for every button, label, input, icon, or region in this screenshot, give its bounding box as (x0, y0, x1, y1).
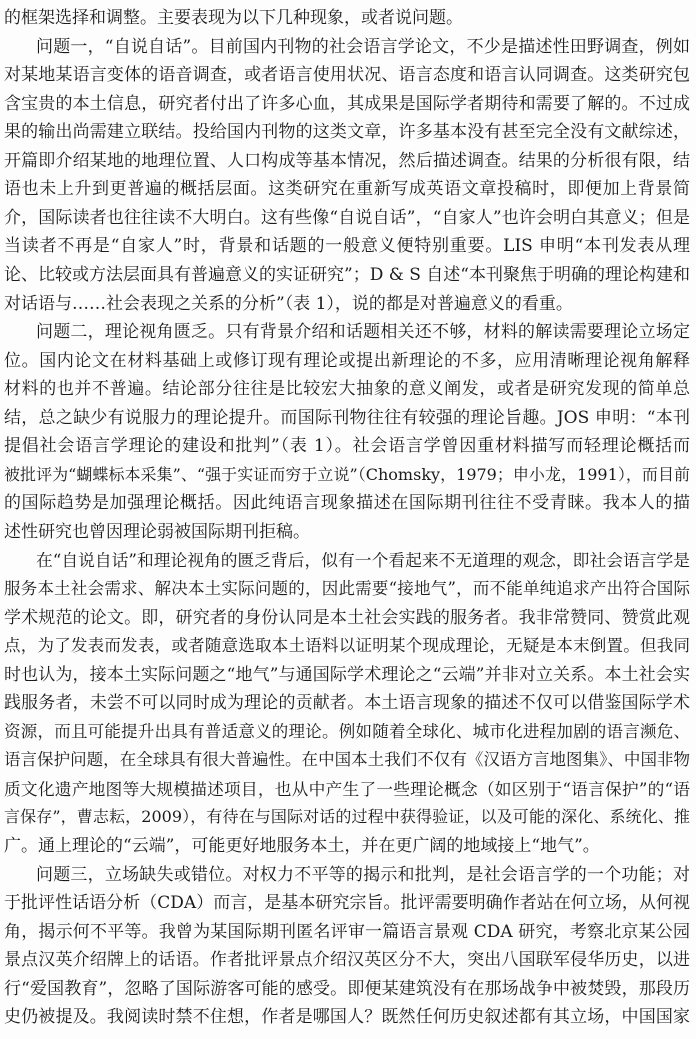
paragraph-first-line: 问题一，“自说自话”。目前国内刊物的社会语言学论文，不少是描述性田野调查，例如 (36, 36, 690, 57)
text-line: 角，揭示何不平等。我曾为某国际期刊匿名评审一篇语言景观 CDA 研究，考察北京某公园 (4, 921, 690, 942)
text-line: 述性研究也曾因理论弱被国际期刊拒稿。 (4, 521, 310, 542)
paragraph-first-line: 问题三，立场缺失或错位。对权力不平等的揭示和批判，是社会语言学的一个功能；对 (36, 864, 690, 885)
text-line: 质文化遗产地图等大规模描述项目，也从中产生了一些理论概念（如区别于“语言保护”的“语 (4, 778, 690, 799)
text-line: 于批评性话语分析（CDA）而言，是基本研究宗旨。批评需要明确作者站在何立场，从何视 (4, 893, 690, 914)
text-line: 点，为了发表而发表，或者随意选取本土语料以证明某个现成理论，无疑是本末倒置。但我同 (4, 636, 690, 656)
text-line: 介，国际读者也往往读不大明白。这有些像“自说自话”，“自家人”也许会明白其意义；但是 (4, 207, 690, 228)
text-line: 被批评为“蝴蝶标本采集”、“强于实证而穷于立说”（Chomsky，1979；申小龙，1991），而目前 (4, 464, 690, 484)
text-line: 言保存”，曹志耘，2009），有待在与国际对话的过程中获得验证，以及可能的深化、系统化、推 (4, 807, 690, 827)
text-line: 对某地某语言变体的语音调查，或者语言使用状况、语言态度和语言认同调查。这类研究包 (4, 65, 690, 86)
text-line: 含宝贵的本土信息，研究者付出了许多心血，其成果是国际学者期待和需要了解的。不过成 (4, 93, 690, 114)
text-line: 当读者不再是“自家人”时，背景和话题的一般意义便特别重要。LIS 申明“本刊发表从理 (4, 236, 690, 257)
text-line: 语言保护问题，在全球具有很大普遍性。在中国本土我们不仅有《汉语方言地图集》、中国非物 (4, 750, 690, 770)
text-line: 语也未上升到更普遍的概括层面。这类研究在重新写成英语文章投稿时，即便加上背景简 (4, 179, 690, 200)
text-line: 材料的也并不普遍。结论部分往往是比较宏大抽象的意义阐发，或者是研究发现的简单总 (4, 379, 690, 400)
text-line: 结，总之缺少有说服力的理论提升。而国际刊物往往有较强的理论旨趣。JOS 申明：“本刊 (4, 407, 690, 428)
text-line: 果的输出尚需建立联结。投给国内刊物的这类文章，许多基本没有甚至完全没有文献综述， (4, 122, 690, 143)
text-line: 服务本土社会需求、解决本土实际问题的，因此需要“接地气”，而不能单纯追求产出符合国际 (4, 579, 690, 598)
text-line: 位。国内论文在材料基础上或修订现有理论或提出新理论的不多，应用清晰理论视角解释 (4, 350, 690, 371)
paragraph-first-line: 在“自说自话”和理论视角的匮乏背后，似有一个看起来不无道理的观念，即社会语言学是 (36, 550, 690, 571)
text-line: 的框架选择和调整。主要表现为以下几种现象，或者说问题。 (4, 8, 463, 28)
text-line: 资源，而且可能提升出具有普适意义的理论。例如随着全球化、城市化进程加剧的语言濒危、 (4, 721, 690, 741)
text-line: 践服务者，未尝不可以同时成为理论的贡献者。本土语言现象的描述不仅可以借鉴国际学术 (4, 693, 690, 714)
text-line: 广。通上理论的“云端”，可能更好地服务本土，并在更广阔的地域接上“地气”。 (4, 835, 600, 856)
text-line: 论、比较或方法层面具有普遍意义的实证研究”；D & S 自述“本刊聚焦于明确的理论构建和 (4, 264, 690, 285)
paragraph-first-line: 问题二，理论视角匮乏。只有背景介绍和话题相关还不够，材料的解读需要理论立场定 (36, 322, 690, 343)
text-line: 开篇即介绍某地的地理位置、人口构成等基本情况，然后描述调查。结果的分析很有限，结 (4, 150, 690, 171)
text-line: 的国际趋势是加强理论概括。因此纯语言现象描述在国际期刊往往不受青睐。我本人的描 (4, 493, 690, 514)
text-line: 史仍被提及。我阅读时禁不住想，作者是哪国人？既然任何历史叙述都有其立场，中国国家 (4, 1007, 690, 1028)
text-line: 提倡社会语言学理论的建设和批判”（表 1）。社会语言学曾因重材料描写而轻理论概括而 (4, 436, 690, 457)
text-line: 景点汉英介绍牌上的话语。作者批评景点介绍汉英区分不大，突出八国联军侵华历史，以进 (4, 950, 690, 971)
text-line: 对话语与……社会表现之关系的分析”（表 1），说的都是对普遍意义的看重。 (4, 293, 573, 314)
text-line: 学术规范的论文。即，研究者的身份认同是本土社会实践的服务者。我非常赞同、赞赏此观 (4, 607, 690, 628)
text-line: 行“爱国教育”，忽略了国际游客可能的感受。即便某建筑没有在那场战争中被焚毁，那段历 (4, 978, 690, 999)
text-line: 时也认为，接本土实际问题之“地气”与通国际学术理论之“云端”并非对立关系。本土社会实 (4, 664, 690, 685)
